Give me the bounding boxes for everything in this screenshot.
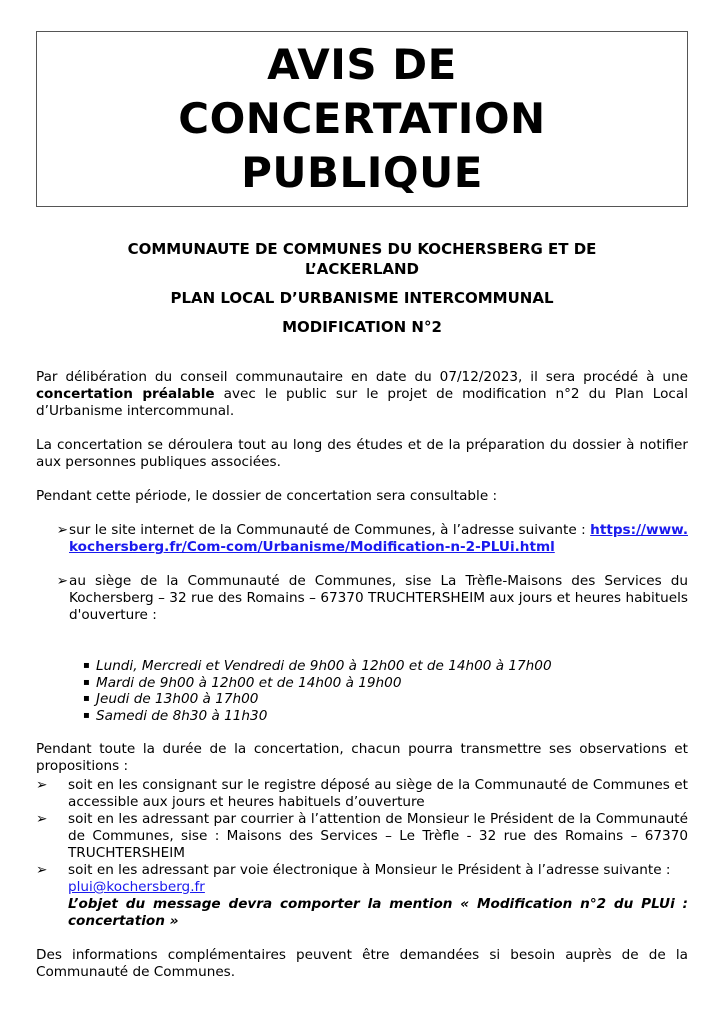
- consult-item-web: [36, 522, 688, 556]
- observations-paragraph: Pendant toute la durée de la concertation, chacun pourra transmettre ses observations et propositions :: [36, 741, 688, 774]
- arrow-bullet-icon: ➢: [56, 573, 68, 589]
- consult-siege-text: au siège de la Communauté de Communes, sise La Trèfle-Maisons des Services du Kochersberg – 32 rue des Romains – 67370 TRUCHTERSHEIM aux jours et heures habituels d'ouverture :: [69, 573, 688, 623]
- hours-item: ▪ Jeudi de 13h00 à 17h00: [96, 691, 688, 708]
- periode-paragraph: Pendant cette période, le dossier de concertation sera consultable :: [36, 488, 498, 504]
- arrow-bullet-icon: ➢: [56, 522, 68, 538]
- hours-item: ▪ Samedi de 8h30 à 11h30: [96, 708, 688, 725]
- plui-web-link[interactable]: https://www.kochersberg.fr/Com-com/Urbanisme/Modification-n-2-PLUi.html: [69, 522, 688, 555]
- consult-item-siege: [36, 573, 688, 624]
- observations-list: [36, 777, 688, 930]
- intro-paragraph: [36, 369, 688, 420]
- obs-email-text: soit en les adressant par voie électronique à Monsieur le Président à l’adresse suivante :: [68, 862, 671, 878]
- opening-hours-list: [36, 658, 688, 724]
- arrow-bullet-icon: ➢: [36, 777, 48, 793]
- intro-text-before: Par délibération du conseil communautaire en date du 07/12/2023, il sera procédé à une: [36, 369, 688, 385]
- obs-courrier-text: soit en les adressant par courrier à l’attention de Monsieur le Président de la Communauté de Communes, sise : Maisons des Services – Le Trèfle - 32 rue des Romains – 67370 TRUCHTERSHEIM: [68, 811, 688, 861]
- infos-paragraph: Des informations complémentaires peuvent être demandées si besoin auprès de de la Communauté de Communes.: [36, 947, 688, 980]
- obs-item-courrier: [36, 811, 688, 862]
- obs-email-block: [68, 862, 688, 930]
- arrow-bullet-icon: ➢: [36, 862, 48, 878]
- hours-item: ▪ Mardi de 9h00 à 12h00 et de 14h00 à 19h00: [96, 675, 688, 692]
- title-line-2: CONCERTATION: [178, 94, 546, 143]
- concertation-paragraph: La concertation se déroulera tout au long des études et de la préparation du dossier à notifier aux personnes publiques associées.: [36, 437, 688, 470]
- arrow-bullet-icon: ➢: [36, 811, 48, 827]
- consult-web-text: [69, 522, 688, 556]
- intro-text-after: avec le public sur le projet de modification n°2 du Plan Local d’Urbanisme intercommunal.: [36, 386, 689, 419]
- consult-list: [36, 522, 688, 624]
- email-subject-note: L’objet du message devra comporter la mention « Modification n°2 du PLUi : concertation »: [68, 896, 688, 929]
- title-line-1: AVIS DE: [267, 40, 457, 89]
- obs-item-registre: [36, 777, 688, 811]
- document-page: [36, 31, 688, 981]
- hours-item: ▪ Lundi, Mercredi et Vendredi de 9h00 à 12h00 et de 14h00 à 17h00: [96, 658, 688, 675]
- title-box: [36, 31, 688, 207]
- plan-heading: PLAN LOCAL D’URBANISME INTERCOMMUNAL: [170, 289, 554, 307]
- title-line-3: PUBLIQUE: [241, 148, 483, 197]
- intro-bold: concertation préalable: [36, 386, 215, 402]
- headings: [36, 239, 688, 337]
- email-link[interactable]: plui@kochersberg.fr: [68, 879, 205, 895]
- modification-heading: MODIFICATION N°2: [282, 318, 442, 336]
- obs-item-email: [36, 862, 688, 930]
- org-heading: COMMUNAUTE DE COMMUNES DU KOCHERSBERG ET DE L’ACKERLAND: [127, 240, 597, 278]
- consult-web-label: sur le site internet de la Communauté de Communes, à l’adresse suivante :: [69, 522, 591, 538]
- obs-registre-text: soit en les consignant sur le registre déposé au siège de la Communauté de Communes et accessible aux jours et heures habituels d’ouverture: [68, 777, 688, 810]
